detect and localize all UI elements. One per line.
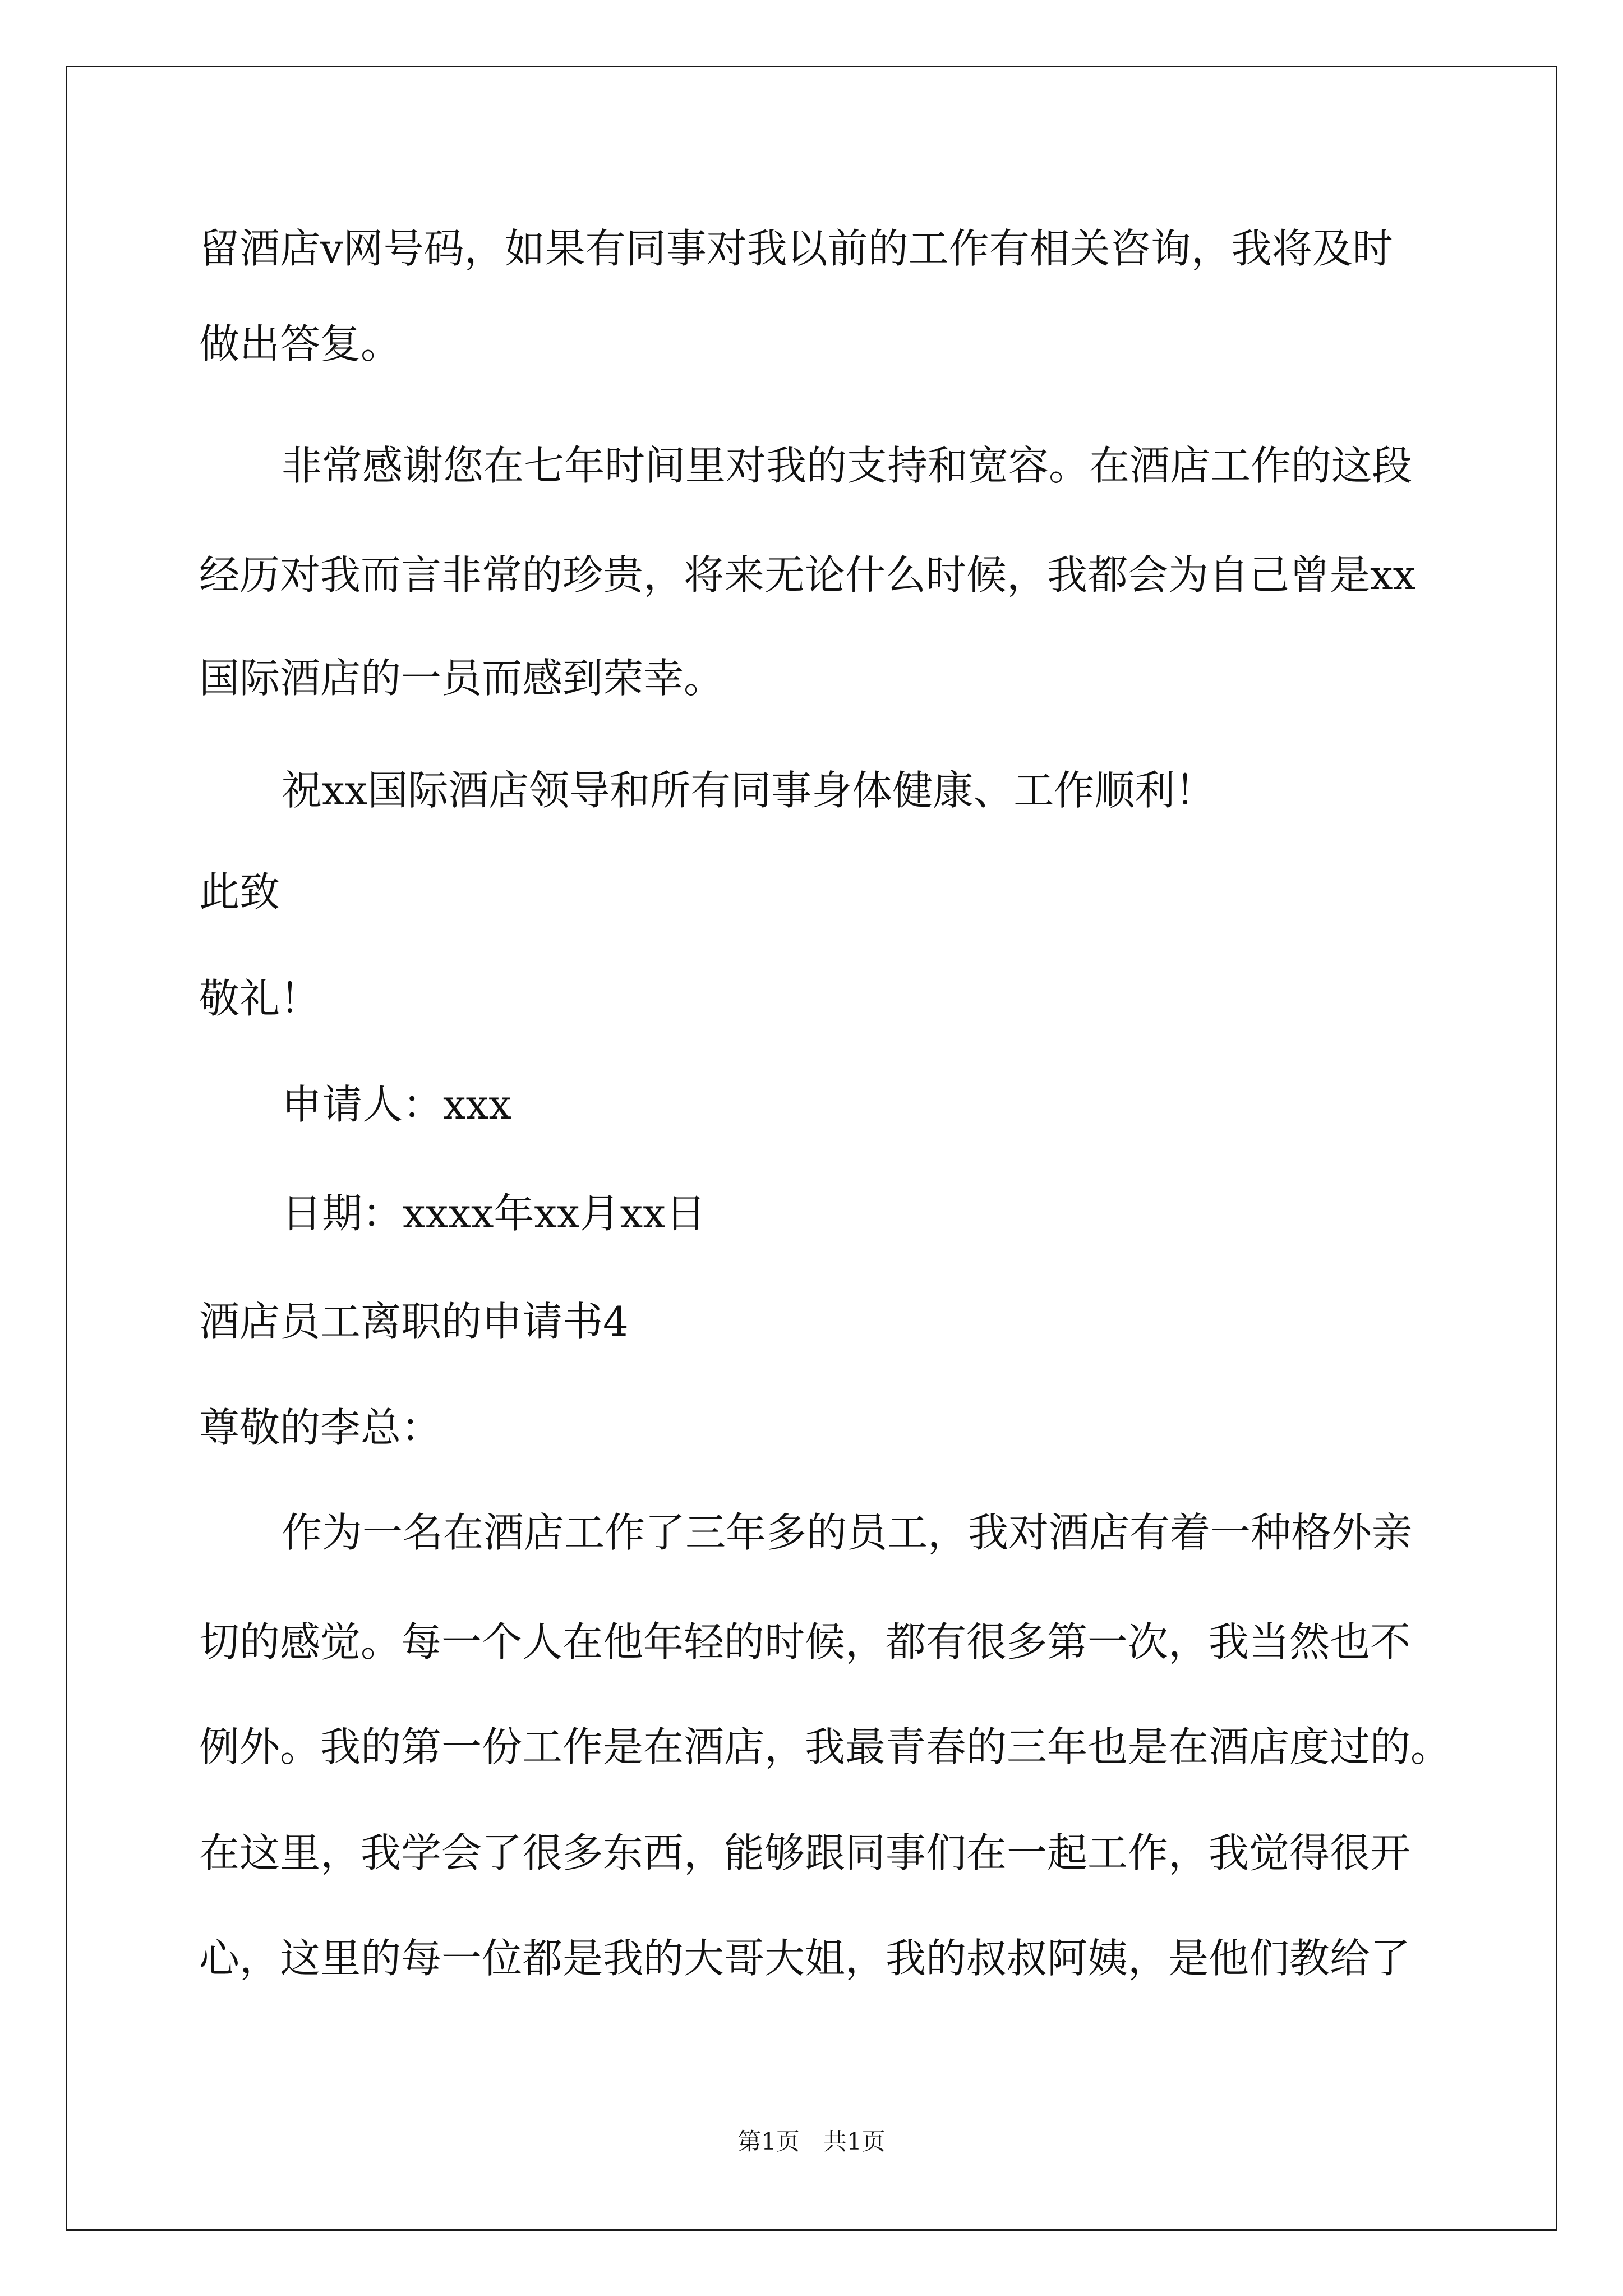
body-line: 作为一名在酒店工作了三年多的员工，我对酒店有着一种格外亲 — [282, 1509, 1413, 1556]
body-line: 切的感觉。每一个人在他年轻的时候，都有很多第一次，我当然也不 — [199, 1618, 1411, 1665]
salutation: 尊敬的李总： — [199, 1404, 442, 1451]
closing-line: 此致 — [199, 868, 280, 915]
body-line: 国际酒店的一员而感到荣幸。 — [199, 655, 725, 702]
page-border — [66, 66, 1557, 2231]
body-line: 非常感谢您在七年时间里对我的支持和宽容。在酒店工作的这段 — [282, 442, 1413, 489]
body-line: 例外。我的第一份工作是在酒店，我最青春的三年也是在酒店度过的。 — [199, 1723, 1451, 1770]
applicant-line: 申请人：xxx — [282, 1081, 511, 1128]
body-line: 在这里，我学会了很多东西，能够跟同事们在一起工作，我觉得很开 — [199, 1829, 1411, 1876]
body-line: 心，这里的每一位都是我的大哥大姐，我的叔叔阿姨，是他们教给了 — [199, 1935, 1411, 1982]
body-line: 经历对我而言非常的珍贵，将来无论什么时候，我都会为自己曾是xx — [199, 551, 1416, 599]
body-line: 留酒店v网号码，如果有同事对我以前的工作有相关咨询，我将及时 — [199, 225, 1393, 272]
body-line: 做出答复。 — [199, 320, 402, 367]
date-line: 日期：xxxx年xx月xx日 — [282, 1190, 706, 1237]
body-line: 祝xx国际酒店领导和所有同事身体健康、工作顺利！ — [282, 767, 1216, 814]
closing-line: 敬礼！ — [199, 975, 321, 1022]
page-footer: 第1页 共1页 — [737, 2128, 886, 2155]
section-heading: 酒店员工离职的申请书4 — [199, 1298, 629, 1345]
